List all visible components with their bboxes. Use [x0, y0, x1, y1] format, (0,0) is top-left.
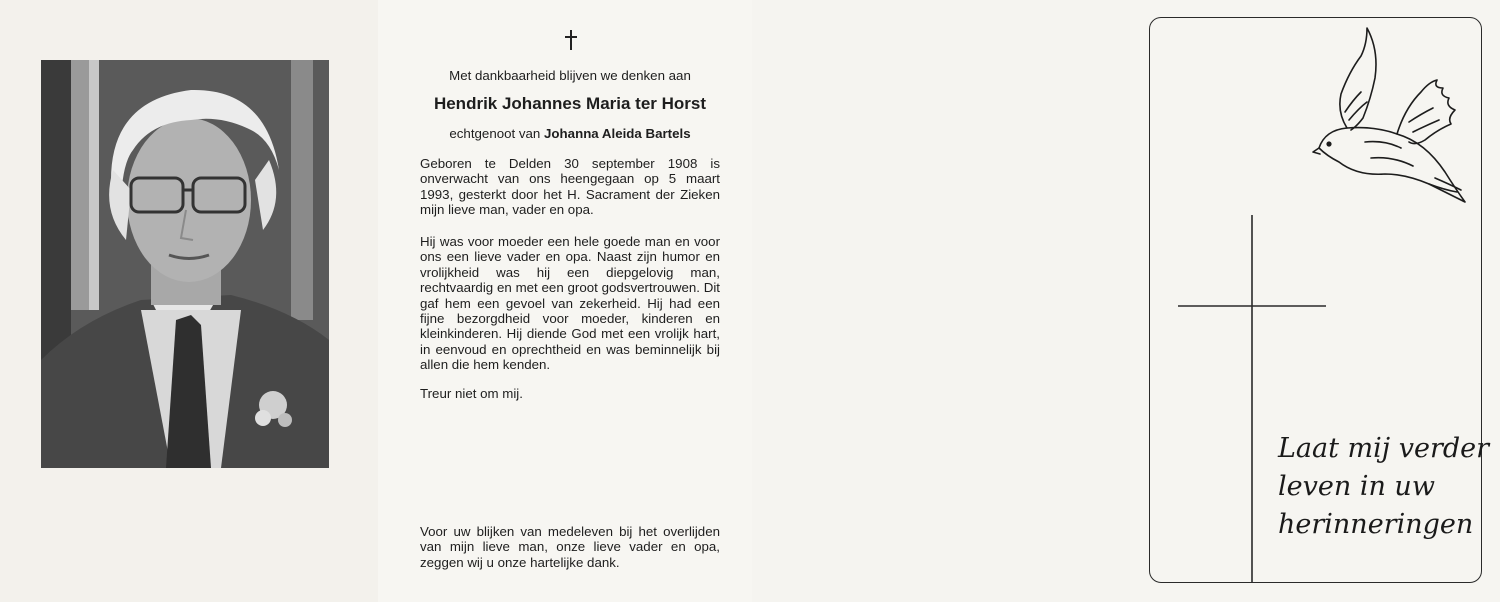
paragraph-thanks: Voor uw blijken van medeleven bij het overlijden van mijn lieve man, onze lieve vader en opa, zeggen wij u onze hartelijke dank.	[420, 524, 720, 570]
deceased-name: Hendrik Johannes Maria ter Horst	[433, 94, 707, 113]
photo-panel	[0, 0, 378, 602]
verse-text	[1278, 430, 1488, 544]
paragraph-tribute: Hij was voor moeder een hele goede man en voor ons een lieve vader en opa. Naast zijn humor en vrolijkheid was hij een diepgelovig man, rechtvaardig en met een groot godsvertrouwen. Dit gaf hem een gevoel van zekerheid. Hij had een fijne bezorgdheid voor moeder, kinderen en kleinkinderen. Hij diende God met een vrolijk hart, in eenvoud en oprechtheid en was beminnelijk bij allen die hem kenden.	[420, 234, 720, 373]
cover-panel	[1130, 0, 1500, 602]
dove-icon	[1305, 22, 1470, 207]
verse-line: Laat mij verder	[1278, 433, 1490, 464]
cross-icon	[570, 30, 571, 50]
intro-text: Met dankbaarheid blijven we denken aan	[449, 68, 691, 83]
text-panel	[378, 0, 752, 602]
paragraph-birth: Geboren te Delden 30 september 1908 is onverwacht van ons heengegaan op 5 maart 1993, gesterkt door het H. Sacrament der Zieken mijn lieve man, vader en opa.	[420, 156, 720, 218]
verse-line: herinneringen	[1278, 509, 1474, 540]
paragraph-do-not-mourn: Treur niet om mij.	[420, 386, 523, 401]
verse-line: leven in uw	[1278, 471, 1435, 502]
spouse-name: Johanna Aleida Bartels	[544, 126, 691, 141]
spouse-line	[420, 126, 720, 141]
spouse-prefix: echtgenoot van	[449, 126, 541, 141]
blank-panel	[752, 0, 1130, 602]
portrait-photo	[41, 60, 329, 468]
